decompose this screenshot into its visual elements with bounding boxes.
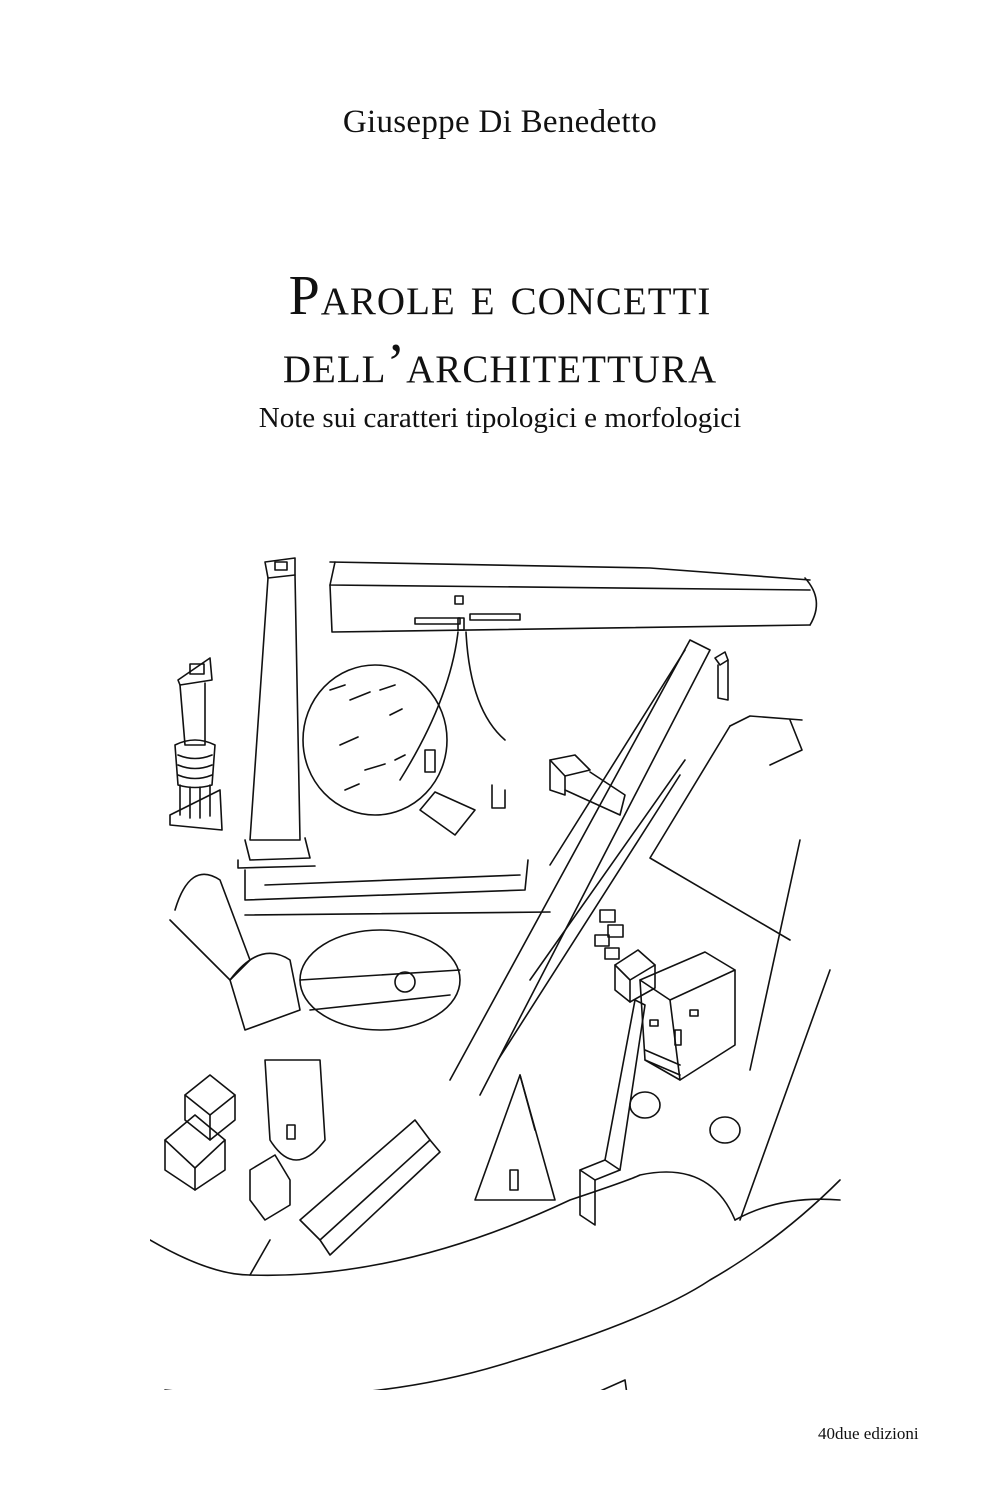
title-line-1: Parole e concetti <box>288 265 712 327</box>
title-line-2: dell’architettura <box>282 333 718 395</box>
sketch-illustration <box>150 540 850 1390</box>
architectural-sketch <box>150 540 850 1390</box>
publisher-name: 40due edizioni <box>818 1424 919 1443</box>
author-name: Giuseppe Di Benedetto <box>342 104 658 140</box>
book-title <box>0 262 1000 398</box>
book-subtitle: Note sui caratteri tipologici e morfologici <box>258 402 742 434</box>
